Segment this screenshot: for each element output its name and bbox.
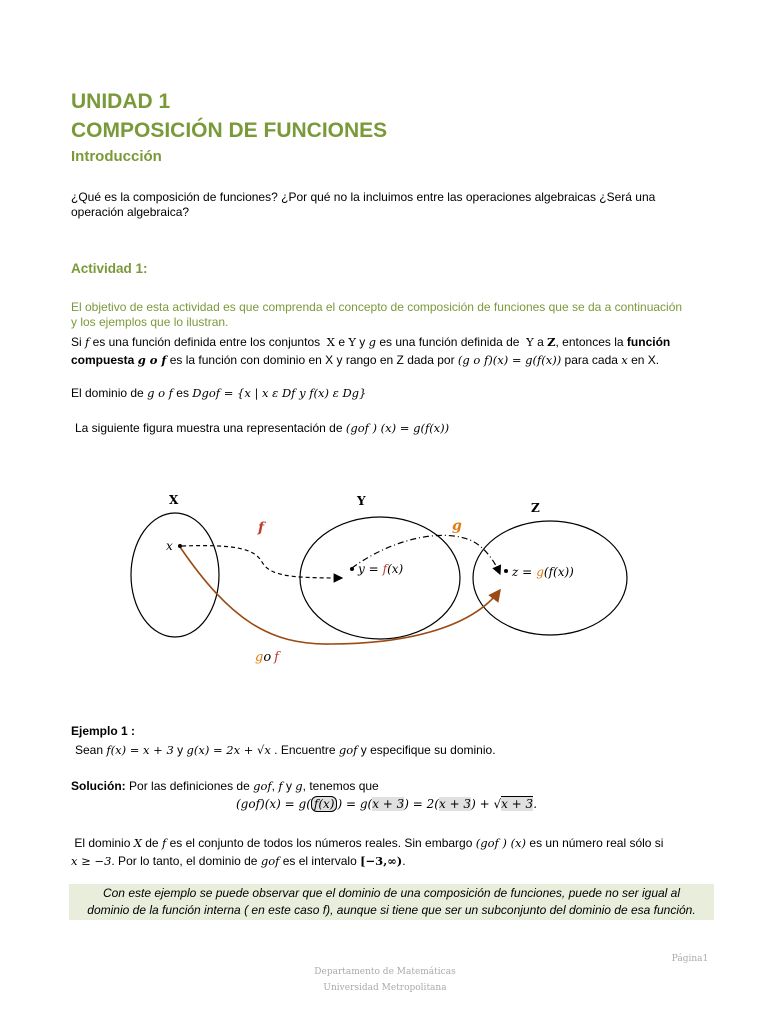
composition-diagram <box>0 480 768 680</box>
note-line: Con este ejemplo se puede observar que el dominio de una composición de funciones, puede no ser igual al <box>102 886 681 900</box>
label-f: f <box>258 520 265 536</box>
domain-text: El dominio <box>74 836 131 850</box>
figure-formula: (gof ) (x) = g(f(x)) <box>345 421 450 435</box>
domain-line <box>71 386 366 401</box>
def-Y2: Y <box>526 335 534 349</box>
activity-goal: El objetivo de esta actividad es que comprenda el concepto de composición de funciones que se da a continuación y los ejemplos que lo ilustran. <box>71 300 683 329</box>
solution-text: , tenemos que <box>302 779 379 793</box>
solution-text: Por las definiciones de <box>129 779 250 793</box>
label-gof: go f <box>255 650 279 665</box>
solution-line <box>71 779 379 794</box>
domain-text: de <box>145 836 159 850</box>
example-text: . Encuentre <box>274 743 336 757</box>
example-fx: f(x) = x + 3 <box>106 743 174 757</box>
eq-part: (gof)(x) = g( <box>236 797 311 811</box>
eq-part: ) + √ <box>471 797 502 811</box>
domain-text: es un número real sólo si <box>529 836 664 850</box>
arrow-f <box>182 546 342 578</box>
set-Z-label: Z <box>531 501 540 515</box>
unit-heading: UNIDAD 1 <box>71 90 171 113</box>
solution-equation <box>236 797 537 811</box>
domain-X: X <box>133 836 142 850</box>
domain-f: f <box>161 836 167 850</box>
domain-gofx: (gof ) (x) <box>475 836 527 850</box>
solution-text: y <box>285 779 292 793</box>
set-X-label: X <box>169 493 179 507</box>
eq-part: ) = 2( <box>404 797 439 811</box>
def-text: a <box>537 335 544 349</box>
def-text: es una función definida entre los conjuntos <box>92 335 321 349</box>
set-X-ellipse <box>131 513 219 637</box>
example-text: y especifique su dominio. <box>360 743 496 757</box>
domain-text: El dominio de <box>71 386 144 400</box>
example-statement <box>75 743 496 758</box>
example-gx: g(x) = 2x + √x <box>186 743 271 757</box>
point-x-label: x <box>166 539 173 553</box>
domain-gof: gof <box>260 854 280 868</box>
label-g: g <box>452 518 462 534</box>
figure-text: La siguiente figura muestra una representación de <box>75 421 343 435</box>
section-subtitle: Introducción <box>71 148 162 165</box>
def-Z: Z <box>547 335 556 349</box>
solution-f: f <box>278 779 283 793</box>
def-bold: función <box>626 335 671 349</box>
highlight-note <box>69 884 714 920</box>
solution-label: Solución: <box>71 779 126 793</box>
domain-gof: g o f <box>147 386 173 400</box>
footer-department: Departamento de Matemáticas <box>314 967 456 977</box>
def-text: , entonces la <box>555 335 624 349</box>
intro-question: ¿Qué es la composición de funciones? ¿Por qué no la incluimos entre las operaciones algebraicas ¿Será una operación algebraica? <box>71 190 656 219</box>
domain-interval: [−3,∞) <box>360 854 403 868</box>
def-text: Si <box>71 335 82 349</box>
domain-text: es el intervalo <box>282 854 357 868</box>
def-text: para cada <box>564 353 618 367</box>
note-line: dominio de la función interna ( en este caso f), aunque si tiene que ser un subconjunto del dominio de esa función. <box>87 903 696 917</box>
solution-gof: gof <box>253 779 272 793</box>
domain-text: es el conjunto de todos los números reales. Sin embargo <box>169 836 473 850</box>
def-g: g <box>368 335 377 349</box>
activity-heading: Actividad 1: <box>71 261 148 276</box>
def-x: x <box>621 353 628 367</box>
example-heading: Ejemplo 1 : <box>71 724 136 738</box>
domain-text: es <box>176 386 189 400</box>
eq-x3: x + 3 <box>372 797 405 811</box>
point-y-dot <box>350 567 354 571</box>
eq-x3: x + 3 <box>501 797 534 811</box>
def-f: f <box>85 335 90 349</box>
domain-condition: x ≥ −3 <box>71 854 112 868</box>
example-gof: gof <box>338 743 358 757</box>
def-formula: (g o f)(x) = g(f(x)) <box>457 353 562 367</box>
def-text: en X. <box>631 353 660 367</box>
point-z-dot <box>504 569 508 573</box>
definition-paragraph <box>71 333 711 369</box>
eq-fx: f(x) <box>311 796 338 812</box>
footer-university: Universidad Metropolitana <box>323 983 447 993</box>
def-bold: compuesta <box>71 353 135 367</box>
point-x-dot <box>178 544 182 548</box>
def-text: es una función definida de <box>379 335 520 349</box>
def-X: X <box>326 335 335 349</box>
point-y-label: y = f(x) <box>358 562 404 576</box>
example-text: Sean <box>75 743 104 757</box>
def-Y: Y <box>348 335 356 349</box>
def-text: y <box>359 335 366 349</box>
point-z-label: z = g(f(x)) <box>512 565 574 579</box>
page-number: Página1 <box>671 954 709 964</box>
arrow-gof <box>180 547 500 644</box>
domain-paragraph <box>71 834 711 870</box>
domain-text: . Por lo tanto, el dominio de <box>111 854 258 868</box>
domain-text: . <box>402 854 406 868</box>
eq-part: . <box>533 797 538 811</box>
def-text: es la función con dominio en X y rango en Z dada por <box>169 353 455 367</box>
domain-formula: Dgof = {x | x ε Df y f(x) ε Dg} <box>192 386 367 400</box>
page-title: COMPOSICIÓN DE FUNCIONES <box>71 119 388 142</box>
example-text: y <box>177 743 184 757</box>
eq-x3: x + 3 <box>438 797 472 811</box>
def-text: e <box>338 335 346 349</box>
def-gof: g o f <box>137 353 167 367</box>
solution-g: g <box>295 779 303 793</box>
set-Y-label: Y <box>357 494 366 508</box>
eq-part: ) = g( <box>337 797 373 811</box>
solution-text: , <box>271 779 275 793</box>
figure-intro <box>75 421 449 436</box>
